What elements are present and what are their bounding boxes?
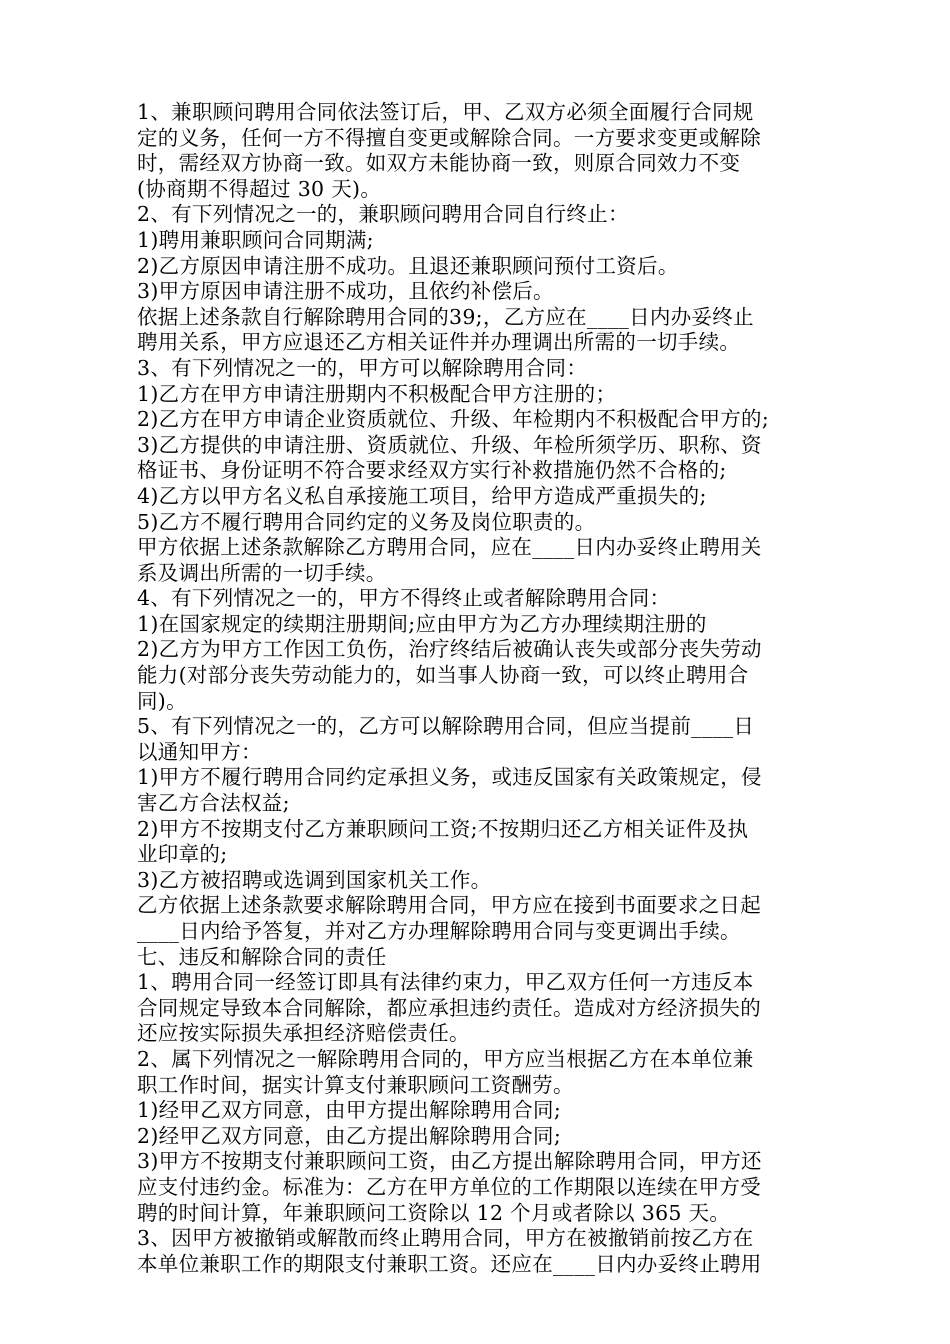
text-line: (协商期不得超过 30 天)。: [137, 176, 382, 201]
text-line: 2)乙方为甲方工作因工负伤，治疗终结后被确认丧失或部分丧失劳动: [137, 637, 762, 662]
text-line: 3、有下列情况之一的，甲方可以解除聘用合同：: [137, 355, 588, 380]
text-line: 职工作时间，据实计算支付兼职顾问工资酬劳。: [137, 1072, 574, 1097]
text-line: 2)经甲乙双方同意，由乙方提出解除聘用合同;: [137, 1123, 562, 1148]
text-line: 3)乙方提供的申请注册、资质就位、升级、年检所须学历、职称、资: [137, 432, 762, 457]
text-line: 甲方依据上述条款解除乙方聘用合同，应在____日内办妥终止聘用关: [137, 535, 762, 560]
text-line: 3、因甲方被撤销或解散而终止聘用合同，甲方在被撤销前按乙方在: [137, 1226, 754, 1251]
text-line: 4)乙方以甲方名义私自承接施工项目，给甲方造成严重损失的;: [137, 483, 707, 508]
text-line: 1)甲方不履行聘用合同约定承担义务，或违反国家有关政策规定，侵: [137, 765, 762, 790]
text-line: 能力(对部分丧失劳动能力的，如当事人协商一致，可以终止聘用合: [137, 663, 749, 688]
text-line: 业印章的;: [137, 842, 228, 867]
text-line: 3)乙方被招聘或选调到国家机关工作。: [137, 867, 492, 892]
text-line: 2)甲方不按期支付乙方兼职顾问工资;不按期归还乙方相关证件及执: [137, 816, 749, 841]
text-line: 1)经甲乙双方同意，由甲方提出解除聘用合同;: [137, 1098, 562, 1123]
text-line: 时，需经双方协商一致。如双方未能协商一致，则原合同效力不变: [137, 151, 741, 176]
text-line: 2、有下列情况之一的，兼职顾问聘用合同自行终止：: [137, 202, 629, 227]
text-line: 乙方依据上述条款要求解除聘用合同，甲方应在接到书面要求之日起: [137, 893, 761, 918]
text-line: 以通知甲方：: [137, 739, 262, 764]
text-line: 2)乙方原因申请注册不成功。且退还兼职顾问预付工资后。: [137, 253, 679, 278]
text-line: 1)聘用兼职顾问合同期满;: [137, 227, 374, 252]
document-body: [137, 100, 827, 1277]
text-line: 1)在国家规定的续期注册期间;应由甲方为乙方办理续期注册的: [137, 611, 707, 636]
text-line: 定的义务，任何一方不得擅自变更或解除合同。一方要求变更或解除: [137, 125, 761, 150]
text-line: 同)。: [137, 688, 187, 713]
text-line: 3)甲方原因申请注册不成功，且依约补偿后。: [137, 279, 554, 304]
text-line: 5)乙方不履行聘用合同约定的义务及岗位职责的。: [137, 509, 596, 534]
text-line: 应支付违约金。标准为：乙方在甲方单位的工作期限以连续在甲方受: [137, 1174, 761, 1199]
text-line: 5、有下列情况之一的，乙方可以解除聘用合同，但应当提前____日: [137, 714, 755, 739]
text-line: 七、违反和解除合同的责任: [137, 944, 387, 969]
text-line: 1)乙方在甲方申请注册期内不积极配合甲方注册的；: [137, 381, 617, 406]
text-line: 3)甲方不按期支付兼职顾问工资，由乙方提出解除聘用合同，甲方还: [137, 1149, 762, 1174]
text-line: 2)乙方在甲方申请企业资质就位、升级、年检期内不积极配合甲方的;: [137, 407, 770, 432]
text-line: 还应按实际损失承担经济赔偿责任。: [137, 1021, 470, 1046]
text-line: 1、聘用合同一经签订即具有法律约束力，甲乙双方任何一方违反本: [137, 970, 754, 995]
text-line: ____日内给予答复，并对乙方办理解除聘用合同与变更调出手续。: [137, 919, 741, 943]
text-line: 系及调出所需的一切手续。: [137, 560, 387, 585]
text-line: 依据上述条款自行解除聘用合同的39;，乙方应在____日内办妥终止: [137, 304, 754, 329]
text-line: 格证书、身份证明不符合要求经双方实行补救措施仍然不合格的;: [137, 458, 727, 483]
text-line: 害乙方合法权益;: [137, 791, 290, 816]
text-line: 聘用关系，甲方应退还乙方相关证件并办理调出所需的一切手续。: [137, 330, 741, 355]
text-line: 2、属下列情况之一解除聘用合同的，甲方应当根据乙方在本单位兼: [137, 1046, 754, 1071]
text-line: 1、兼职顾问聘用合同依法签订后，甲、乙双方必须全面履行合同规: [137, 100, 754, 124]
text-line: 4、有下列情况之一的，甲方不得终止或者解除聘用合同：: [137, 586, 671, 611]
text-line: 聘的时间计算，年兼职顾问工资除以 12 个月或者除以 365 天。: [137, 1200, 731, 1225]
text-line: 本单位兼职工作的期限支付兼职工资。还应在____日内办妥终止聘用: [137, 1251, 762, 1276]
text-line: 合同规定导致本合同解除，都应承担违约责任。造成对方经济损失的: [137, 995, 761, 1020]
